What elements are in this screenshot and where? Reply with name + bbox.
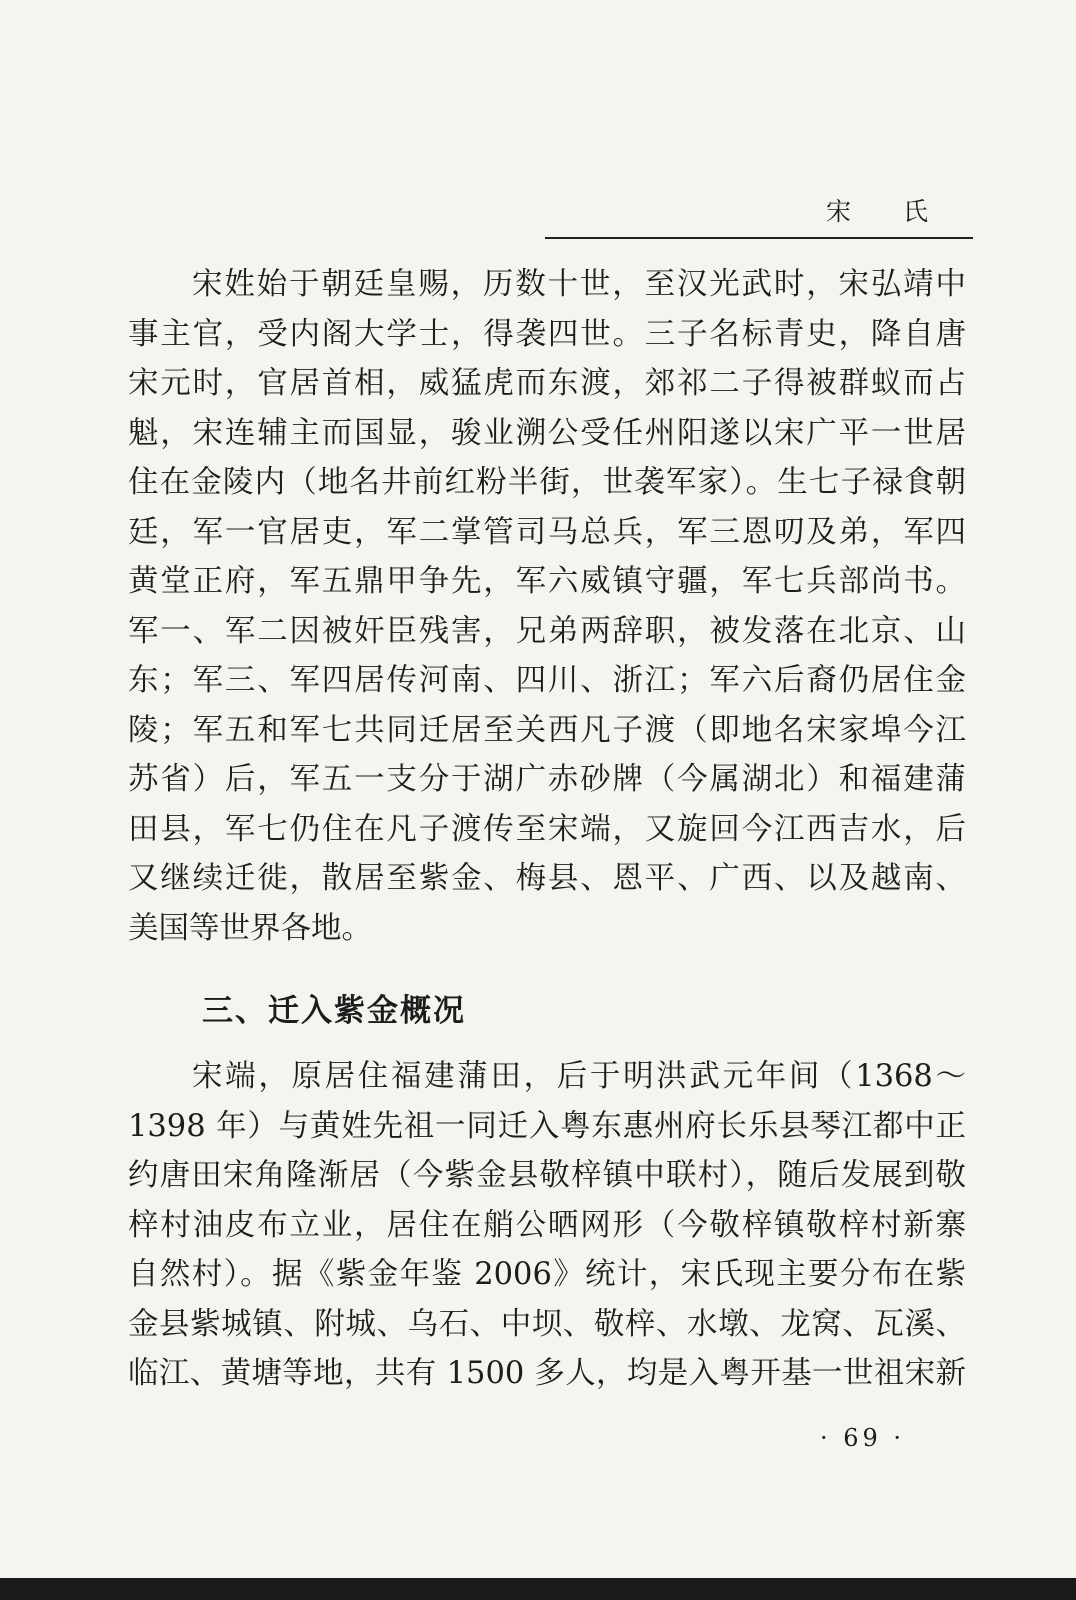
text-line: 住在金陵内（地名井前红粉半街，世袭军家）。生七子禄食朝 [128,465,966,500]
section-heading: 三、迁入紫金概况 [202,993,466,1029]
text-line: 宋姓始于朝廷皇赐，历数十世，至汉光武时，宋弘靖中 [192,267,966,302]
text-line: 金县紫城镇、附城、乌石、中坝、敬梓、水墩、龙窝、瓦溪、 [128,1306,966,1342]
text-line: 又继续迁徙，散居至紫金、梅县、恩平、广西、以及越南、 [128,861,966,896]
text-line: 事主官，受内阁大学士，得袭四世。三子名标青史，降自唐 [128,316,966,352]
scan-bottom-edge [0,1578,1076,1600]
paragraph-1 [128,260,966,953]
text-line: 东；军三、军四居传河南、四川、浙江；军六后裔仍居住金 [128,663,966,698]
text-line: 陵；军五和军七共同迁居至关西凡子渡（即地名宋家埠今江 [128,712,966,748]
text-line: 军一、军二因被奸臣残害，兄弟两辞职，被发落在北京、山 [128,613,966,649]
text-line: 宋元时，官居首相，威猛虎而东渡，郊祁二子得被群蚁而占 [128,366,966,401]
text-line: 自然村）。据《紫金年鉴 2006》统计，宋氏现主要分布在紫 [128,1257,966,1292]
text-line: 苏省）后，军五一支分于湖广赤砂牌（今属湖北）和福建蒲 [128,762,966,797]
text-line: 美国等世界各地。 [128,910,372,946]
text-line: 魁，宋连辅主而国显，骏业溯公受任州阳遂以宋广平一世居 [128,415,966,451]
text-line: 梓村油皮布立业，居住在艄公晒网形（今敬梓镇敬梓村新寨 [128,1207,966,1243]
running-header-title: 宋 氏 [826,197,950,226]
paragraph-2 [128,1052,966,1399]
text-line: 约唐田宋角隆渐居（今紫金县敬梓镇中联村），随后发展到敬 [128,1158,966,1193]
text-line: 1398 年）与黄姓先祖一同迁入粤东惠州府长乐县琴江都中正 [128,1108,966,1144]
header-rule [545,237,973,239]
text-line: 黄堂正府，军五鼎甲争先，军六威镇守疆，军七兵部尚书。 [128,564,966,599]
text-line: 廷，军一官居吏，军二掌管司马总兵，军三恩叨及弟，军四 [128,514,966,550]
page-number: · 69 · [820,1424,906,1452]
text-line: 田县，军七仍住在凡子渡传至宋端，又旋回今江西吉水，后 [128,811,966,847]
text-line: 临江、黄塘等地，共有 1500 多人，均是入粤开基一世祖宋新 [128,1356,966,1391]
text-line: 宋端，原居住福建蒲田，后于明洪武元年间（1368～ [192,1059,966,1094]
